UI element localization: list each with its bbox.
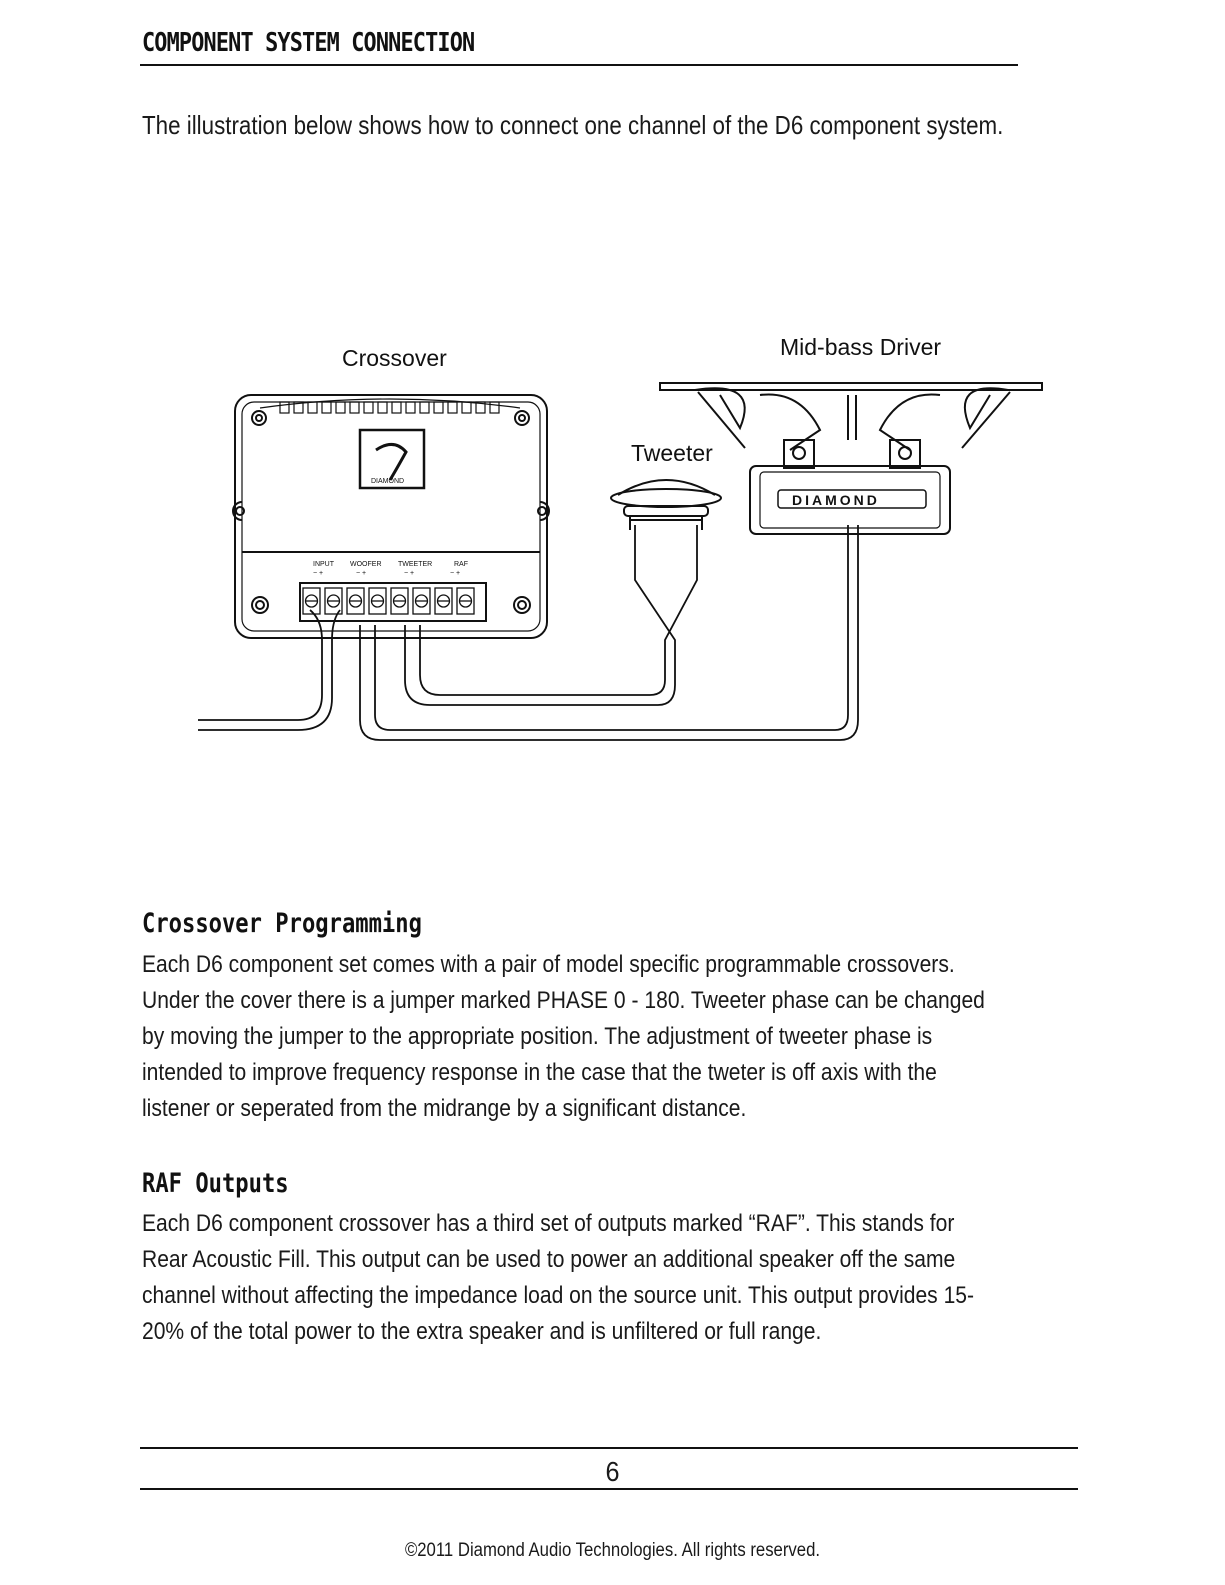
terminal-label-woofer: WOOFER xyxy=(350,561,382,568)
polarity-tweeter: − + xyxy=(404,570,415,577)
paragraph-line: channel without affecting the impedance load on the source unit. This output provides 15- xyxy=(142,1282,975,1309)
crossover-logo-text: DIAMOND xyxy=(371,478,405,485)
paragraph-line: Each D6 component set comes with a pair of model specific programmable crossovers. xyxy=(142,951,955,978)
terminal-label-input: INPUT xyxy=(313,561,334,568)
intro-text: The illustration below shows how to connect one channel of the D6 component system. xyxy=(142,110,1004,140)
mid-bass-driver xyxy=(660,383,1042,534)
paragraph-line: Each D6 component crossover has a third set of outputs marked “RAF”. This stands for xyxy=(142,1210,955,1237)
raf-outputs-text xyxy=(142,1206,974,1350)
tweeter-label: Tweeter xyxy=(631,440,713,466)
speaker-wires xyxy=(198,525,858,740)
driver-label: Mid-bass Driver xyxy=(780,334,942,360)
footer-rule-top xyxy=(140,1447,1078,1449)
paragraph-line: Under the cover there is a jumper marked PHASE 0 - 180. Tweeter phase can be changed xyxy=(142,987,985,1014)
connection-diagram xyxy=(180,320,1060,760)
title-rule xyxy=(140,64,1018,66)
terminal-block xyxy=(303,588,474,614)
polarity-woofer: − + xyxy=(356,570,367,577)
crossover-programming-heading: Crossover Programming xyxy=(142,908,422,939)
raf-outputs-heading: RAF Outputs xyxy=(142,1168,289,1199)
page-number: 6 xyxy=(605,1456,620,1487)
crossover-programming-text xyxy=(142,947,985,1127)
paragraph-line: by moving the jumper to the appropriate position. The adjustment of tweeter phase is xyxy=(142,1023,933,1050)
polarity-input: − + xyxy=(313,570,324,577)
section-title: COMPONENT SYSTEM CONNECTION xyxy=(142,28,475,58)
paragraph-line: Rear Acoustic Fill. This output can be used to power an additional speaker off the same xyxy=(142,1246,956,1273)
terminal-label-tweeter: TWEETER xyxy=(398,561,433,568)
polarity-raf: − + xyxy=(450,570,461,577)
footer-rule-bottom xyxy=(140,1488,1078,1490)
paragraph-line: listener or seperated from the midrange by a significant distance. xyxy=(142,1095,747,1122)
crossover-label: Crossover xyxy=(342,345,447,371)
crossover-vents xyxy=(280,402,499,413)
paragraph-line: intended to improve frequency response in the case that the tweter is off axis with the xyxy=(142,1059,937,1086)
terminal-label-raf: RAF xyxy=(454,561,468,568)
paragraph-line: 20% of the total power to the extra speaker and is unfiltered or full range. xyxy=(142,1318,822,1345)
copyright-footer: ©2011 Diamond Audio Technologies. All rights reserved. xyxy=(404,1540,821,1561)
tweeter xyxy=(611,480,721,530)
driver-logo-text: DIAMOND xyxy=(792,492,880,508)
